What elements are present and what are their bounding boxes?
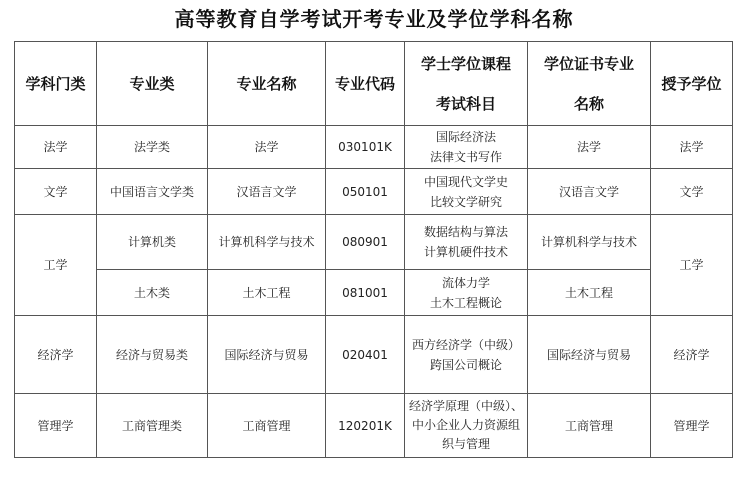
major-class-cell: 经济与贸易类 (97, 316, 208, 394)
major-name-cell: 汉语言文学 (208, 169, 326, 215)
degree-cell: 经济学 (651, 316, 733, 394)
cert-major-cell: 土木工程 (528, 270, 651, 316)
header-exam-subjects-line: 学士学位课程 (420, 54, 511, 73)
header-cert-major-line: 学位证书专业 (543, 54, 634, 73)
exam-subjects-cell (405, 394, 528, 458)
cert-major-cell: 汉语言文学 (528, 169, 651, 215)
degree-cell: 文学 (651, 169, 733, 215)
major-name-cell: 法学 (208, 126, 326, 169)
major-class-cell: 土木类 (97, 270, 208, 316)
category-cell: 管理学 (15, 394, 97, 458)
exam-subject: 流体力学 (441, 275, 490, 290)
table-row (15, 215, 733, 270)
cert-major-cell: 国际经济与贸易 (528, 316, 651, 394)
exam-subjects-cell (405, 215, 528, 270)
exam-subject: 中小企业人力资源组 (411, 418, 520, 432)
degree-cell: 管理学 (651, 394, 733, 458)
degree-cell: 法学 (651, 126, 733, 169)
exam-subject: 织与管理 (441, 437, 490, 451)
degree-cell: 工学 (651, 215, 733, 316)
exam-subject: 西方经济学（中级） (411, 337, 520, 352)
cert-major-cell: 法学 (528, 126, 651, 169)
header-cert-major (528, 42, 651, 126)
exam-subject: 经济学原理（中级）、 (409, 399, 524, 413)
exam-subjects-cell (405, 316, 528, 394)
major-code-cell: 120201K (326, 394, 405, 458)
major-class-cell: 中国语言文学类 (97, 169, 208, 215)
exam-subjects-cell (405, 126, 528, 169)
category-cell: 经济学 (15, 316, 97, 394)
category-cell: 法学 (15, 126, 97, 169)
exam-subject: 数据结构与算法 (423, 225, 508, 239)
header-exam-subjects-line: 考试科目 (435, 94, 496, 113)
table-row (15, 394, 733, 458)
major-name-cell: 工商管理 (208, 394, 326, 458)
header-cert-major-line: 名称 (573, 94, 604, 113)
major-name-cell: 国际经济与贸易 (208, 316, 326, 394)
exam-subject: 国际经济法 (435, 130, 496, 144)
major-name-cell: 计算机科学与技术 (208, 215, 326, 270)
exam-subject: 比较文学研究 (429, 194, 502, 209)
header-major-code: 专业代码 (326, 42, 405, 126)
header-degree: 授予学位 (651, 42, 733, 126)
table-row (15, 316, 733, 394)
category-cell: 文学 (15, 169, 97, 215)
major-code-cell: 080901 (326, 215, 405, 270)
major-class-cell: 法学类 (97, 126, 208, 169)
major-code-cell: 081001 (326, 270, 405, 316)
major-class-cell: 计算机类 (97, 215, 208, 270)
table-row (15, 270, 733, 316)
exam-subject: 中国现代文学史 (423, 174, 508, 189)
exam-subjects-cell (405, 169, 528, 215)
cert-major-cell: 计算机科学与技术 (528, 215, 651, 270)
exam-subject: 计算机硬件技术 (423, 245, 508, 259)
degree-table (14, 41, 733, 458)
header-exam-subjects (405, 42, 528, 126)
cert-major-cell: 工商管理 (528, 394, 651, 458)
header-category: 学科门类 (15, 42, 97, 126)
table-row (15, 126, 733, 169)
page-title: 高等教育自学考试开考专业及学位学科名称 (174, 7, 574, 31)
major-code-cell: 030101K (326, 126, 405, 169)
major-code-cell: 020401 (326, 316, 405, 394)
exam-subjects-cell (405, 270, 528, 316)
major-code-cell: 050101 (326, 169, 405, 215)
header-row (15, 42, 733, 126)
exam-subject: 跨国公司概论 (429, 357, 502, 372)
header-major-name: 专业名称 (208, 42, 326, 126)
table-row (15, 169, 733, 215)
exam-subject: 土木工程概论 (429, 295, 502, 310)
major-class-cell: 工商管理类 (97, 394, 208, 458)
major-name-cell: 土木工程 (208, 270, 326, 316)
category-cell: 工学 (15, 215, 97, 316)
header-major-class: 专业类 (97, 42, 208, 126)
exam-subject: 法律文书写作 (429, 150, 502, 164)
